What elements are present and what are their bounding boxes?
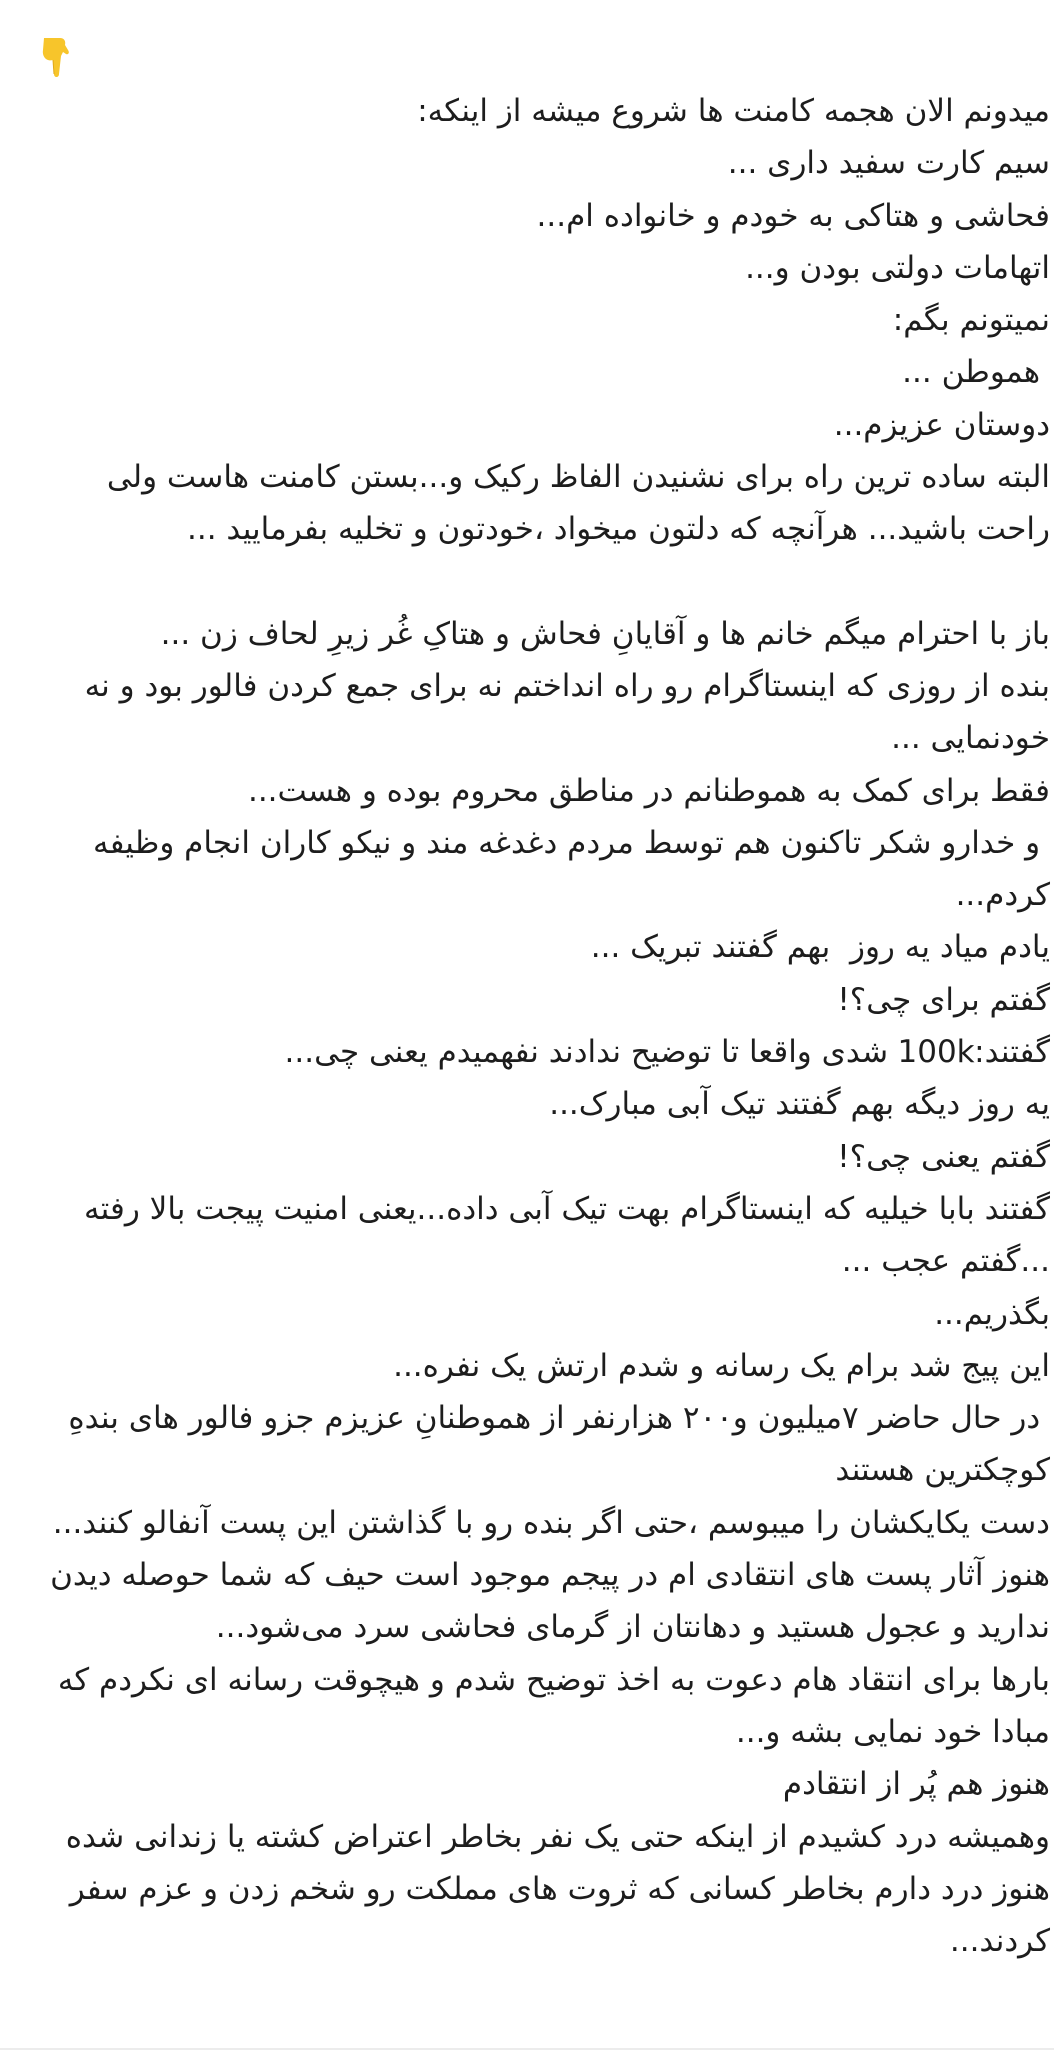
caption-line: یادم میاد یه روز بهم گفتند تبریک ... xyxy=(590,929,1050,966)
caption-line: بنده از روزی که اینستاگرام رو راه انداختم نه برای جمع کردن فالور بود و نه خودنمایی ... xyxy=(74,667,1050,757)
caption-line: البته ساده ترین راه برای نشنیدن الفاظ رکیک و...بستن کامنت هاست ولی راحت باشید... هرآنچه که دلتون میخواد ،خودتون و تخلیه بفرمایید ... xyxy=(96,459,1050,548)
caption-line: دست یکایکشان را میبوسم ،حتی اگر بنده رو با گذاشتن این پست آنفالو کنند... xyxy=(52,1504,1050,1541)
caption-line: وهمیشه درد کشیدم از اینکه حتی یک نفر بخاطر اعتراض کشته یا زندانی شده xyxy=(65,1818,1050,1855)
caption-line: باز با احترام میگم خانم ها و آقایانِ فحاش و هتاکِ غُر زیرِ لحاف زن ... xyxy=(160,615,1050,652)
caption-line: هنوز آثار پست های انتقادی ام در پیجم موجود است حیف که شما حوصله دیدن ندارید و عجول هستید و دهانتان از گرمای فحاشی سرد می‌شود... xyxy=(40,1557,1050,1646)
caption-line: هنوز درد دارم بخاطر کسانی که ثروت های مملکت رو شخم زدن و عزم سفر کردند... xyxy=(59,1870,1050,1960)
caption-line: سیم کارت سفید داری ... xyxy=(727,145,1050,182)
caption-line: فقط برای کمک به هموطنانم در مناطق محروم بوده و هست... xyxy=(247,772,1050,809)
backhand-index-pointing-down-icon xyxy=(38,36,72,80)
caption-line: اتهامات دولتی بودن و... xyxy=(745,249,1050,286)
caption-text xyxy=(30,85,1050,1967)
caption-line: در حال حاضر ۷میلیون و۲۰۰ هزارنفر از هموطنانِ عزیزم جزو فالور های بندهِ کوچکترین هستند xyxy=(58,1400,1050,1489)
caption-line: و خدارو شکر تاکنون هم توسط مردم دغدغه مند و نیکو کاران انجام وظیفه کردم... xyxy=(83,824,1050,914)
caption-line: بگذریم... xyxy=(934,1295,1050,1332)
caption-line: دوستان عزیزم... xyxy=(833,406,1050,443)
caption-line: هموطن ... xyxy=(902,354,1050,391)
caption-line: هنوز هم پُر از انتقادم xyxy=(782,1766,1050,1803)
caption-line: فحاشی و هتاکی به خودم و خانواده ام... xyxy=(536,197,1050,234)
caption-line: گفتم برای چی؟! xyxy=(837,981,1050,1018)
caption-line: بارها برای انتقاد هام دعوت به اخذ توضیح شدم و هیچوقت رسانه ای نکردم که مبادا خود نمایی بشه و... xyxy=(47,1661,1050,1750)
caption-line: گفتند:100k شدی واقعا تا توضیح ندادند نفهمیدم یعنی چی... xyxy=(284,1034,1050,1071)
caption-line: میدونم الان هجمه کامنت ها شروع میشه از اینکه: xyxy=(417,93,1050,129)
caption-line: گفتند بابا خیلیه که اینستاگرام بهت تیک آبی داده...یعنی امنیت پیجت بالا رفته ...گفتم عجب ... xyxy=(74,1190,1050,1280)
caption-blank-line xyxy=(30,556,1050,608)
caption-line: گفتم یعنی چی؟! xyxy=(837,1138,1050,1175)
caption-line: یه روز دیگه بهم گفتند تیک آبی مبارک... xyxy=(549,1086,1050,1123)
caption-line: این پیج شد برام یک رسانه و شدم ارتش یک نفره... xyxy=(393,1347,1050,1384)
caption-line: نمیتونم بگم: xyxy=(892,302,1050,339)
